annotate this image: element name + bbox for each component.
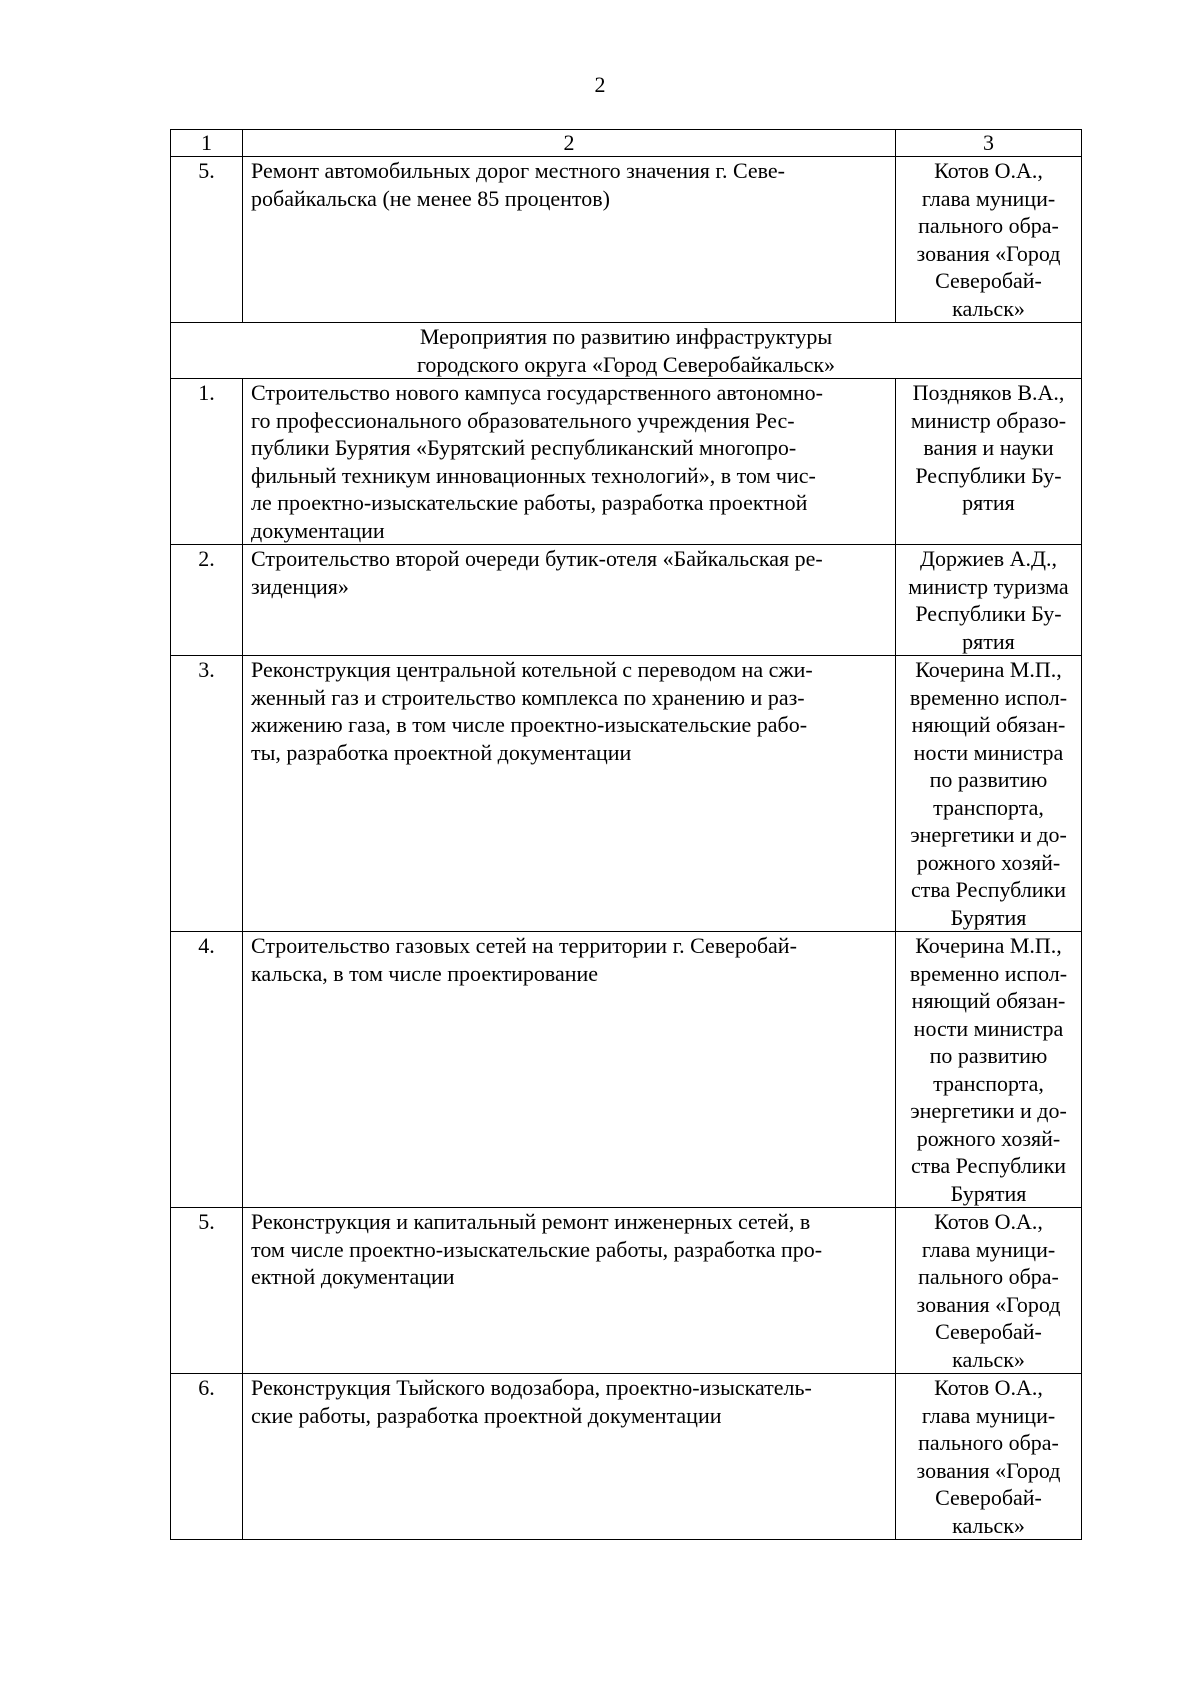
task-description (243, 932, 896, 1208)
responsible-person-line: энергетики и до- (910, 822, 1067, 847)
section-title (171, 323, 1082, 379)
row-number: 6. (171, 1374, 243, 1540)
table-row (171, 932, 1082, 1208)
responsible-person-line: кальск» (952, 295, 1025, 321)
responsible-person-line: пального обра- (918, 1430, 1059, 1455)
responsible-person-line: кальск» (952, 1346, 1025, 1372)
responsible-person-line: зования «Город (916, 1457, 1061, 1483)
task-description (243, 656, 896, 932)
responsible-person-line: по развитию (929, 767, 1048, 792)
responsible-person-line: Котов О.А., (934, 1209, 1043, 1234)
table-row (171, 656, 1082, 932)
responsible-person-line: Бурятия (950, 904, 1027, 930)
task-description (243, 157, 896, 323)
responsible-person-line: энергетики и до- (910, 1098, 1067, 1123)
responsible-person-line: Котов О.А., (934, 1375, 1043, 1400)
responsible-person-line: ности министра (913, 1015, 1064, 1041)
task-description-line: Строительство газовых сетей на территории г. Северобай- (251, 933, 797, 958)
task-description (243, 1208, 896, 1374)
column-number-2: 2 (243, 130, 896, 157)
responsible-person-line: ства Республики (910, 877, 1067, 902)
responsible-person-line: ности министра (913, 739, 1064, 765)
responsible-person-line: Республики Бу- (915, 462, 1062, 488)
responsible-person-line: временно испол- (909, 960, 1068, 986)
responsible-person (896, 1374, 1082, 1540)
task-description-line: кальска, в том числе проектирование (251, 960, 599, 986)
table-row (171, 1374, 1082, 1540)
responsible-person (896, 656, 1082, 932)
task-description-line: ектной документации (251, 1264, 455, 1289)
task-description-line: Ремонт автомобильных дорог местного значения г. Севе- (251, 158, 786, 183)
responsible-person-line: Поздняков В.А., (912, 380, 1065, 405)
responsible-person-line: министр образо- (910, 407, 1067, 433)
row-number: 4. (171, 932, 243, 1208)
responsible-person (896, 932, 1082, 1208)
responsible-person-line: Северобай- (935, 1485, 1042, 1510)
task-description-line: Реконструкция Тыйского водозабора, проектно-изыскатель- (251, 1375, 812, 1400)
task-description (243, 379, 896, 545)
task-description-line: Реконструкция центральной котельной с переводом на сжи- (251, 657, 813, 682)
responsible-person-line: глава муници- (921, 1402, 1056, 1428)
responsible-person-line: рожного хозяй- (916, 1125, 1061, 1151)
responsible-person-line: глава муници- (921, 1236, 1056, 1262)
responsible-person-line: Котов О.А., (934, 158, 1043, 183)
task-description-line: женный газ и строительство комплекса по хранению и раз- (251, 684, 805, 710)
responsible-person-line: Доржиев А.Д., (919, 546, 1058, 571)
responsible-person-line: министр туризма (908, 573, 1069, 599)
page-number: 2 (594, 72, 606, 97)
task-description-line: Строительство второй очереди бутик-отеля «Байкальская ре- (251, 546, 823, 571)
responsible-person-line: зования «Город (916, 240, 1061, 266)
responsible-person (896, 1208, 1082, 1374)
column-number-3: 3 (896, 130, 1082, 157)
responsible-person-line: Кочерина М.П., (915, 933, 1062, 958)
task-description-line: том числе проектно-изыскательские работы, разработка про- (251, 1236, 823, 1262)
responsible-person-line: пального обра- (918, 1264, 1059, 1289)
responsible-person-line: Бурятия (950, 1180, 1027, 1206)
table-header-row (171, 130, 1082, 157)
section-title-line: городского округа «Город Северобайкальск» (416, 351, 836, 377)
responsible-person-line: глава муници- (921, 185, 1056, 211)
responsible-person-line: зования «Город (916, 1291, 1061, 1317)
task-description-line: Строительство нового кампуса государственного автономно- (251, 380, 823, 405)
responsible-person-line: Республики Бу- (915, 601, 1062, 626)
task-description (243, 1374, 896, 1540)
row-number: 5. (171, 1208, 243, 1374)
responsible-person-line: кальск» (952, 1512, 1025, 1538)
responsible-person (896, 545, 1082, 656)
row-number: 1. (171, 379, 243, 545)
responsible-person-line: транспорта, (933, 1070, 1044, 1096)
responsible-person-line: Северобай- (935, 268, 1042, 293)
responsible-person-line: по развитию (929, 1043, 1048, 1068)
task-description (243, 545, 896, 656)
row-number: 5. (171, 157, 243, 323)
responsible-person-line: транспорта, (933, 794, 1044, 820)
row-number: 2. (171, 545, 243, 656)
column-number-1: 1 (171, 130, 243, 157)
table-row (171, 157, 1082, 323)
responsible-person-line: няющий обязан- (911, 988, 1066, 1013)
responsible-person-line: Кочерина М.П., (915, 657, 1062, 682)
task-description-line: зиденция» (251, 573, 349, 599)
responsible-person (896, 157, 1082, 323)
task-description-line: жижению газа, в том числе проектно-изыскательские рабо- (251, 712, 808, 737)
task-description-line: публики Бурятия «Бурятский республиканский многопро- (251, 435, 797, 460)
row-number: 3. (171, 656, 243, 932)
task-description-line: го профессионального образовательного учреждения Рес- (251, 407, 795, 433)
responsible-person-line: пального обра- (918, 213, 1059, 238)
measures-table (170, 129, 1082, 1540)
table-row (171, 545, 1082, 656)
task-description-line: Реконструкция и капитальный ремонт инженерных сетей, в (251, 1209, 811, 1234)
responsible-person-line: вания и науки (923, 435, 1054, 460)
task-description-line: ские работы, разработка проектной документации (251, 1402, 722, 1428)
table-row (171, 379, 1082, 545)
section-header-row (171, 323, 1082, 379)
responsible-person-line: Северобай- (935, 1319, 1042, 1344)
task-description-line: робайкальска (не менее 85 процентов) (251, 185, 610, 211)
responsible-person-line: няющий обязан- (911, 712, 1066, 737)
task-description-line: фильный техникум инновационных технологий», в том чис- (251, 462, 816, 488)
section-title-line: Мероприятия по развитию инфраструктуры (419, 324, 833, 349)
responsible-person-line: временно испол- (909, 684, 1068, 710)
table-row (171, 1208, 1082, 1374)
responsible-person-line: ства Республики (910, 1153, 1067, 1178)
responsible-person-line: рятия (962, 628, 1015, 654)
responsible-person-line: рожного хозяй- (916, 849, 1061, 875)
responsible-person (896, 379, 1082, 545)
responsible-person-line: рятия (962, 490, 1015, 515)
task-description-line: ле проектно-изыскательские работы, разработка проектной (251, 490, 808, 515)
task-description-line: документации (251, 517, 385, 543)
task-description-line: ты, разработка проектной документации (251, 739, 632, 765)
